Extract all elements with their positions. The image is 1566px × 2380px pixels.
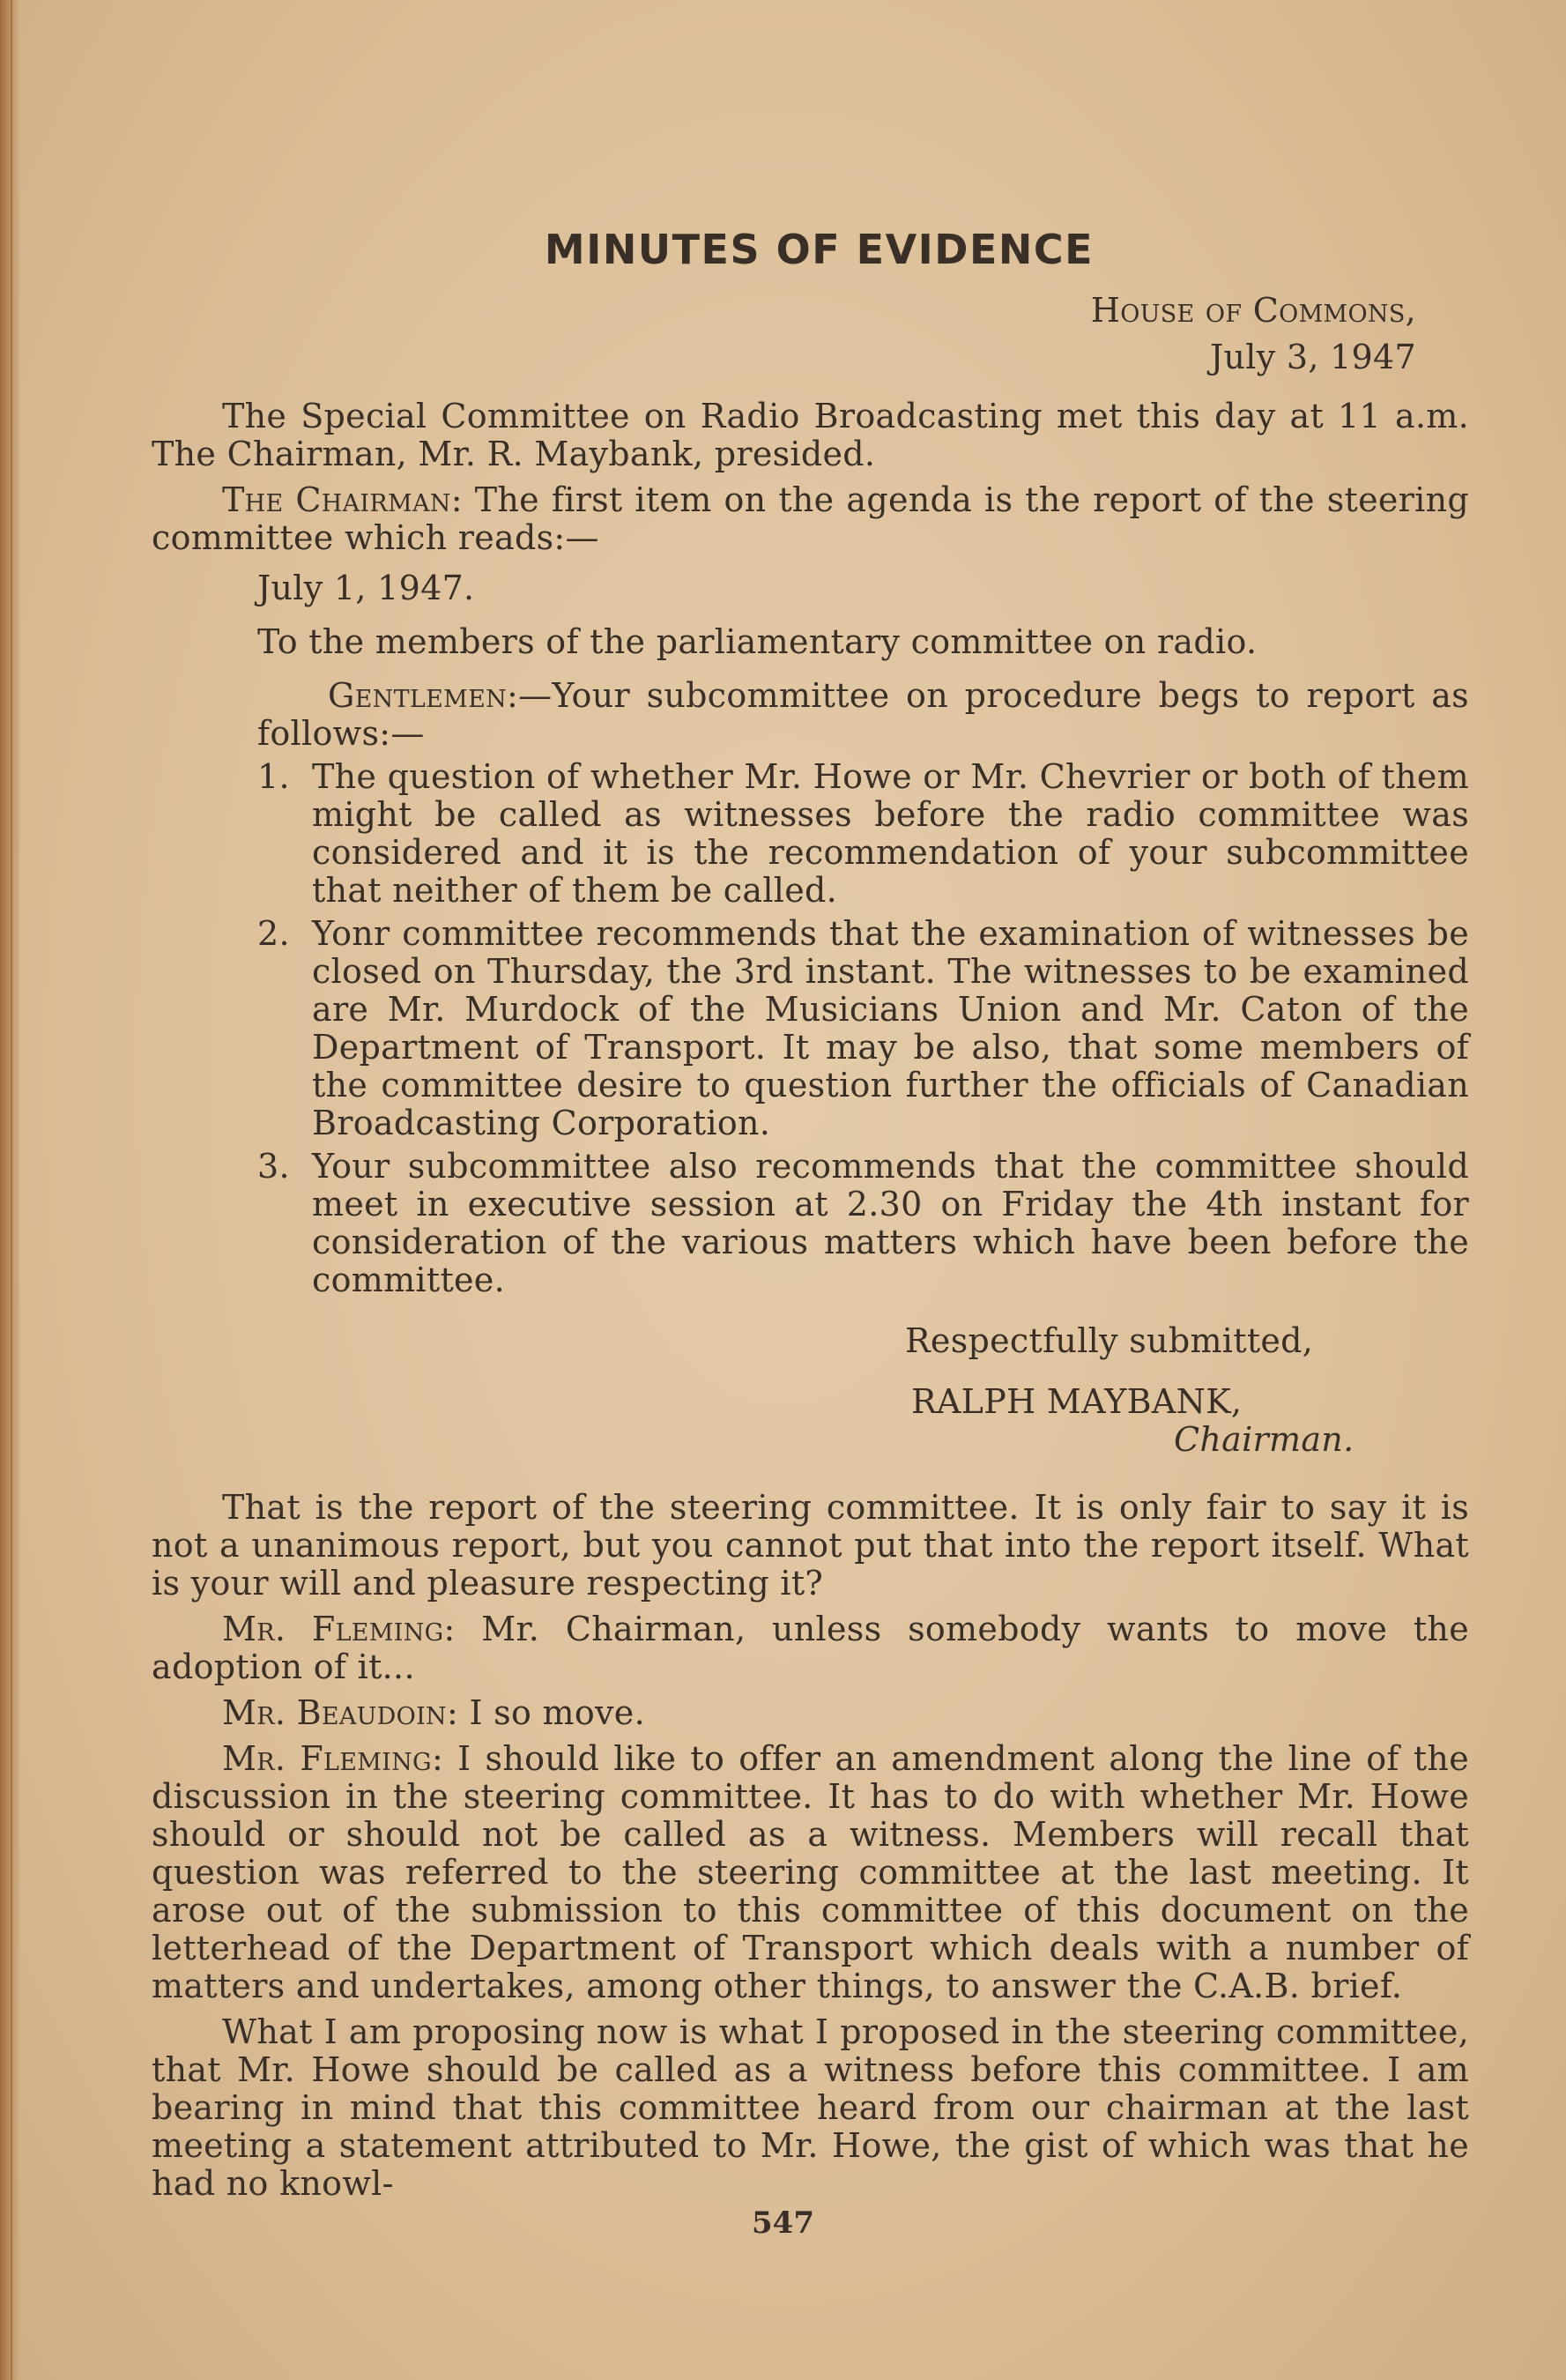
proceedings-paragraph [152,2013,1469,2203]
location-line: House of Commons, [1090,291,1416,330]
report-item [257,758,1469,910]
report-signatory: RALPH MAYBANK, [911,1382,1243,1421]
proceedings-paragraph [152,1489,1469,1603]
opening-paragraph: The Special Committee on Radio Broadcasting met this day at 11 a.m. The Chairman, Mr. R. Maybank, presided. [152,397,1469,473]
salutation-text: :—Your subcommittee on procedure begs to report as follows:— [257,676,1469,753]
speech-text: What I am proposing now is what I proposed in the steering committee, that Mr. Howe should be called as a witness before this committee. I am bearing in mind that this committee heard from our chairman at the last meeting a statement attributed to Mr. Howe, the gist of which was that he had no knowl- [152,2012,1469,2203]
item-number: 3. [257,1147,290,1186]
speaker-name: Mr. Fleming [222,1739,432,1778]
page-number: 547 [752,2205,814,2241]
steering-report [257,569,1469,1299]
proceedings-paragraph [152,1694,1469,1732]
report-item [257,915,1469,1142]
salutation-word: Gentlemen [328,676,508,715]
item-number: 1. [257,757,290,796]
speech-text: That is the report of the steering committee. It is only fair to say it is not a unanimous report, but you cannot put that into the report itself. What is your will and pleasure respecting it? [152,1488,1469,1603]
document-body [152,226,1469,2203]
speech-text: : Mr. Chairman, unless somebody wants to move the adoption of it... [152,1610,1469,1686]
item-text: Yonr committee recommends that the examination of witnesses be closed on Thursday, the 3rd instant. The witnesses to be examined are Mr. Murdock of the Musicians Union and Mr. Caton of the Department of Transport. It may be also, that some members of the committee desire to question further the officials of Canadian Broadcasting Corporation. [312,914,1469,1142]
report-date: July 1, 1947. [257,569,475,607]
item-number: 2. [257,914,290,953]
proceedings-paragraph [152,1610,1469,1686]
item-text: The question of whether Mr. Howe or Mr. Chevrier or both of them might be called as witnesses before the radio committee was considered and it is the recommendation of your subcommittee that neither of them be called. [312,757,1469,910]
spine-binding-line [11,0,12,2380]
speaker-name: Mr. Fleming [222,1610,444,1648]
speech-text: : The first item on the agenda is the report of the steering committee which reads:— [152,480,1469,557]
speech-text: : I should like to offer an amendment along the line of the discussion in the steering committee. It has to do with whether Mr. Howe should or should not be called as a witness. Members will recall that question was referred to the steering committee at the last meeting. It arose out of the submission to this committee of this document on the letterhead of the Department of Transport which deals with a number of matters and undertakes, among other things, to answer the C.A.B. brief. [152,1739,1469,2005]
report-item [257,1148,1469,1299]
report-salutation [257,677,1469,753]
speaker-name: Mr. Beaudoin [222,1693,447,1732]
speech-text: : I so move. [446,1693,645,1732]
proceedings-paragraph [152,1740,1469,2005]
meeting-date: July 3, 1947 [1209,338,1416,376]
report-closing: Respectfully submitted, [905,1321,1314,1360]
book-spine-edge [0,0,19,2380]
item-text: Your subcommittee also recommends that the committee should meet in executive session at 2.30 on Friday the 4th instant for consideration of the various matters which have been before the committee. [312,1147,1469,1299]
chairman-intro [152,481,1469,557]
signatory-title: Chairman. [1174,1420,1354,1459]
report-addressee: To the members of the parliamentary committee on radio. [257,622,1258,661]
page-title: MINUTES OF EVIDENCE [544,226,1095,273]
speaker-name: The Chairman [222,480,451,519]
